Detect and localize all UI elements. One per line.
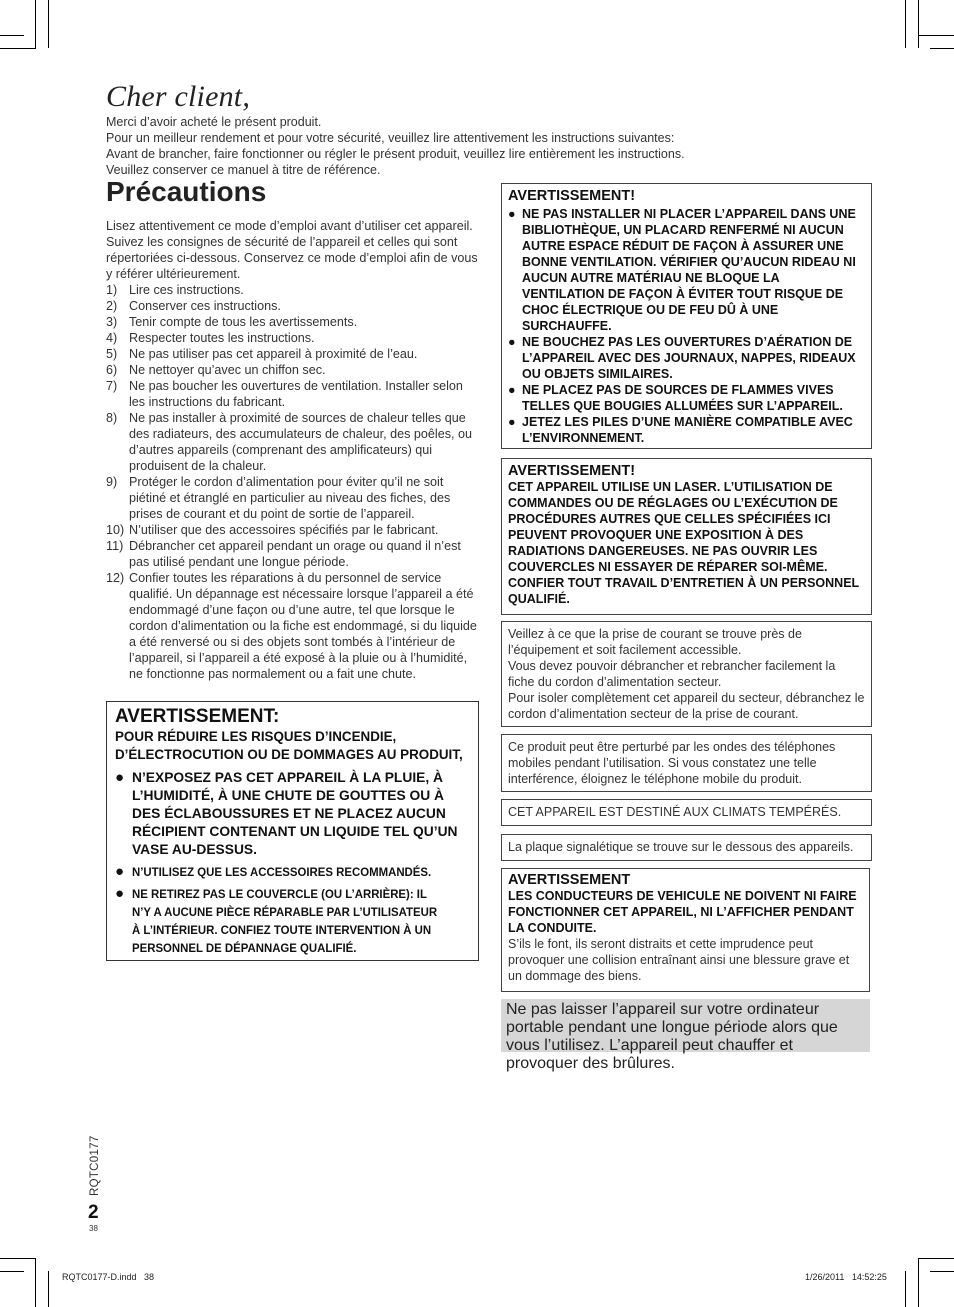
intro-line: Veuillez conserver ce manuel à titre de référence. <box>106 163 381 177</box>
outlet-note-box <box>501 621 872 727</box>
warning-item: ● JETEZ LES PILES D’UNE MANIÈRE COMPATIBLE AVEC L’ENVIRONNEMENT. <box>508 415 853 445</box>
crop-mark <box>48 1271 49 1307</box>
instruction-number: 9) <box>106 475 118 489</box>
instruction-item <box>106 378 480 410</box>
crop-mark <box>918 35 954 36</box>
instruction-item <box>106 410 480 474</box>
crop-mark <box>35 1259 36 1307</box>
bullet-icon: ● <box>508 383 516 397</box>
instruction-number: 7) <box>106 379 118 393</box>
outlet-note-line: Veillez à ce que la prise de courant se trouve près de l’équipement et soit facilement accessible. <box>508 627 802 657</box>
intro-line: Avant de brancher, faire fonctionner ou régler le présent produit, veuillez lire entièrement les instructions. <box>106 147 685 161</box>
instruction-text: Lire ces instructions. <box>129 283 244 297</box>
instruction-text: Ne pas installer à proximité de sources de chaleur telles que des radiateurs, des accumulateurs de chaleur, des poêles, ou d’autres appareils (comprenant des amplificateurs) qui produisent de la chaleur. <box>129 411 473 473</box>
warning-item: ● NE PLACEZ PAS DE SOURCES DE FLAMMES VIVES TELLES QUE BOUGIES ALLUMÉES SUR L’APPAREIL. <box>508 383 843 413</box>
crop-mark <box>0 1271 24 1272</box>
instruction-text: Confier toutes les réparations à du personnel de service qualifié. Un dépannage est nécessaire lorsque l’appareil a été endommagé d’une façon ou d’une autre, tel que lorsque le cordon d’alimentation ou la fiche est endommagé, si du liquide a été renversé ou si des objets sont tombés à l’intérieur de l’appareil, si l’appareil a été exposé à la pluie ou à l’humidité, ne fonctionne pas normalement ou a fait une chute. <box>129 571 477 681</box>
instruction-item <box>106 298 480 314</box>
warning-item: ● NE PAS INSTALLER NI PLACER L’APPAREIL DANS UNE BIBLIOTHÈQUE, UN PLACARD RENFERMÉ NI AUCUN AUTRE ESPACE RÉDUIT DE FAÇON À ASSURER UNE BONNE VENTILATION. VÉRIFIER QU’AUCUN RIDEAU NI AUCUN AUTRE MATÉRIAU NE BLOQUE LA VENTILATION DE FAÇON À ÉVITER TOUT RISQUE DE CHOC ÉLECTRIQUE OU DE FEU DÛ À UNE SURCHAUFFE. <box>508 207 856 333</box>
instruction-number: 10) <box>106 523 125 537</box>
warning-box-driving <box>501 868 870 992</box>
climate-note-box <box>501 799 872 826</box>
crop-mark <box>905 0 906 48</box>
warning-box-laser <box>501 458 872 615</box>
page-small-number: 38 <box>89 1224 98 1233</box>
instruction-text: Conserver ces instructions. <box>129 299 281 313</box>
instruction-number: 5) <box>106 347 118 361</box>
crop-mark <box>918 0 919 48</box>
laptop-note-box <box>501 999 870 1072</box>
warning-item: ● N’EXPOSEZ PAS CET APPAREIL À LA PLUIE, À L’HUMIDITÉ, À UNE CHUTE DE GOUTTES OU À DES ÉCLABOUSSURES ET NE PLACEZ AUCUN RÉCIPIENT CONTENANT UN LIQUIDE TEL QU’UN VASE AU-DESSUS. <box>115 769 458 857</box>
instruction-number: 3) <box>106 315 118 329</box>
instruction-number: 12) <box>106 571 125 585</box>
warning-box-ventilation <box>501 183 872 449</box>
phone-note-box <box>501 734 872 792</box>
warning-box-left <box>106 701 479 961</box>
warning-subtitle: POUR RÉDUIRE LES RISQUES D’INCENDIE, D’ÉLECTROCUTION OU DE DOMMAGES AU PRODUIT, <box>115 729 463 762</box>
instruction-item <box>106 362 480 378</box>
warning-title: AVERTISSEMENT <box>508 872 631 888</box>
lead-paragraph: Lisez attentivement ce mode d’emploi avant d’utiliser cet appareil. Suivez les consignes de sécurité de l’appareil et celles qui sont répertoriées ci-dessous. Conservez ce mode d’emploi afin de vous y référer ultérieurement. <box>106 219 478 281</box>
crop-mark <box>0 1258 36 1259</box>
plate-note: La plaque signalétique se trouve sur le dessous des appareils. <box>508 840 854 854</box>
crop-mark <box>918 1258 954 1259</box>
instruction-number: 6) <box>106 363 118 377</box>
warning-title: AVERTISSEMENT! <box>508 463 636 479</box>
outlet-note-line: Pour isoler complètement cet appareil du secteur, débranchez le cordon d’alimentation secteur de la prise de courant. <box>508 691 865 721</box>
laptop-note: Ne pas laisser l’appareil sur votre ordinateur portable pendant une longue période alors que vous l’utilisez. L’appareil peut chauffer et provoquer des brûlures. <box>506 1001 838 1072</box>
bullet-icon: ● <box>508 415 516 429</box>
instruction-text: Ne pas boucher les ouvertures de ventilation. Installer selon les instructions du fabricant. <box>129 379 463 409</box>
instruction-text: Débrancher cet appareil pendant un orage ou quand il n’est pas utilisé pendant une longue période. <box>129 539 461 569</box>
phone-note: Ce produit peut être perturbé par les ondes des téléphones mobiles pendant l’utilisation. Si vous constatez une telle interférence, éloignez le téléphone mobile du produit. <box>508 740 836 786</box>
crop-mark <box>930 1271 954 1272</box>
warning-title: AVERTISSEMENT: <box>115 706 280 727</box>
instruction-item <box>106 570 480 682</box>
intro-line: Merci d’avoir acheté le présent produit. <box>106 115 322 129</box>
instruction-number: 8) <box>106 411 118 425</box>
date-info: 1/26/2011 14:52:25 <box>805 1272 887 1282</box>
crop-mark <box>930 48 954 49</box>
crop-mark <box>48 0 49 48</box>
instruction-number: 11) <box>106 539 124 553</box>
instruction-item <box>106 282 480 298</box>
instruction-item <box>106 346 480 362</box>
intro-line: Pour un meilleur rendement et pour votre sécurité, veuillez lire attentivement les instructions suivantes: <box>106 131 675 145</box>
file-info: RQTC0177-D.indd 38 <box>62 1272 155 1282</box>
instruction-text: Respecter toutes les instructions. <box>129 331 315 345</box>
instruction-text: Ne pas utiliser pas cet appareil à proximité de l’eau. <box>129 347 418 361</box>
intro-paragraph <box>106 114 826 178</box>
crop-mark <box>918 1259 919 1307</box>
warning-item: ● NE RETIREZ PAS LE COUVERCLE (OU L’ARRIÈRE): IL N’Y A AUCUNE PIÈCE RÉPARABLE PAR L’UTILISATEUR À L’INTÉRIEUR. CONFIEZ TOUTE INTERVENTION À UN PERSONNEL DE DÉPANNAGE QUALIFIÉ. <box>115 885 438 955</box>
plate-note-box <box>501 834 872 861</box>
warning-bold-text: LES CONDUCTEURS DE VEHICULE NE DOIVENT NI FAIRE FONCTIONNER CET APPAREIL, NI L’AFFICHER PENDANT LA CONDUITE. <box>508 889 857 935</box>
bullet-icon: ● <box>115 769 125 786</box>
instruction-number: 2) <box>106 299 118 313</box>
warning-body: CET APPAREIL UTILISE UN LASER. L’UTILISATION DE COMMANDES OU DE RÉGLAGES OU L’EXÉCUTION DE PROCÉDURES AUTRES QUE CELLES SPÉCIFIÉES ICI PEUVENT PROVOQUER UNE EXPOSITION À DES RADIATIONS DANGEREUSES. NE PAS OUVRIR LES COUVERCLES NI ESSAYER DE RÉPARER SOI-MÊME. CONFIER TOUT TRAVAIL D’ENTRETIEN À UN PERSONNEL QUALIFIÉ. <box>508 480 859 606</box>
instruction-number: 4) <box>106 331 118 345</box>
warning-body: S’ils le font, ils seront distraits et cette imprudence peut provoquer une collision entraînant ainsi une blessure grave et un dommage des biens. <box>508 937 850 983</box>
warning-item: ● N’UTILISEZ QUE LES ACCESSOIRES RECOMMANDÉS. <box>115 863 432 880</box>
instruction-item <box>106 314 480 330</box>
warning-item: ● NE BOUCHEZ PAS LES OUVERTURES D’AÉRATION DE L’APPAREIL AVEC DES JOURNAUX, NAPPES, RIDEAUX OU OBJETS SIMILAIRES. <box>508 335 856 381</box>
warning-title: AVERTISSEMENT! <box>508 188 636 204</box>
instruction-item <box>106 474 480 522</box>
instruction-text: Tenir compte de tous les avertissements. <box>129 315 358 329</box>
instruction-text: N’utiliser que des accessoires spécifiés par le fabricant. <box>129 523 439 537</box>
bullet-icon: ● <box>115 863 125 880</box>
instruction-item <box>106 330 480 346</box>
crop-mark <box>905 1271 906 1307</box>
crop-mark <box>0 48 36 49</box>
instruction-item <box>106 538 480 570</box>
bullet-icon: ● <box>508 207 516 221</box>
instruction-item <box>106 522 480 538</box>
crop-mark <box>0 35 24 36</box>
instruction-text: Protéger le cordon d’alimentation pour éviter qu’il ne soit piétiné et étranglé en particulier au niveau des fiches, des prises de courant et du point de sortie de l’appareil. <box>129 475 451 521</box>
page-number: 2 <box>88 1202 99 1223</box>
bullet-icon: ● <box>508 335 516 349</box>
page-heading: Précautions <box>106 176 267 207</box>
greeting-title: Cher client, <box>106 80 251 113</box>
model-code: RQTC0177 <box>89 1135 101 1196</box>
bullet-icon: ● <box>115 885 125 902</box>
instruction-list <box>106 282 480 682</box>
crop-mark <box>35 0 36 48</box>
instruction-text: Ne nettoyer qu’avec un chiffon sec. <box>129 363 326 377</box>
climate-note: CET APPAREIL EST DESTINÉ AUX CLIMATS TEMPÉRÉS. <box>508 805 842 819</box>
outlet-note-line: Vous devez pouvoir débrancher et rebrancher facilement la fiche du cordon d’alimentation secteur. <box>508 659 836 689</box>
instruction-number: 1) <box>106 283 118 297</box>
